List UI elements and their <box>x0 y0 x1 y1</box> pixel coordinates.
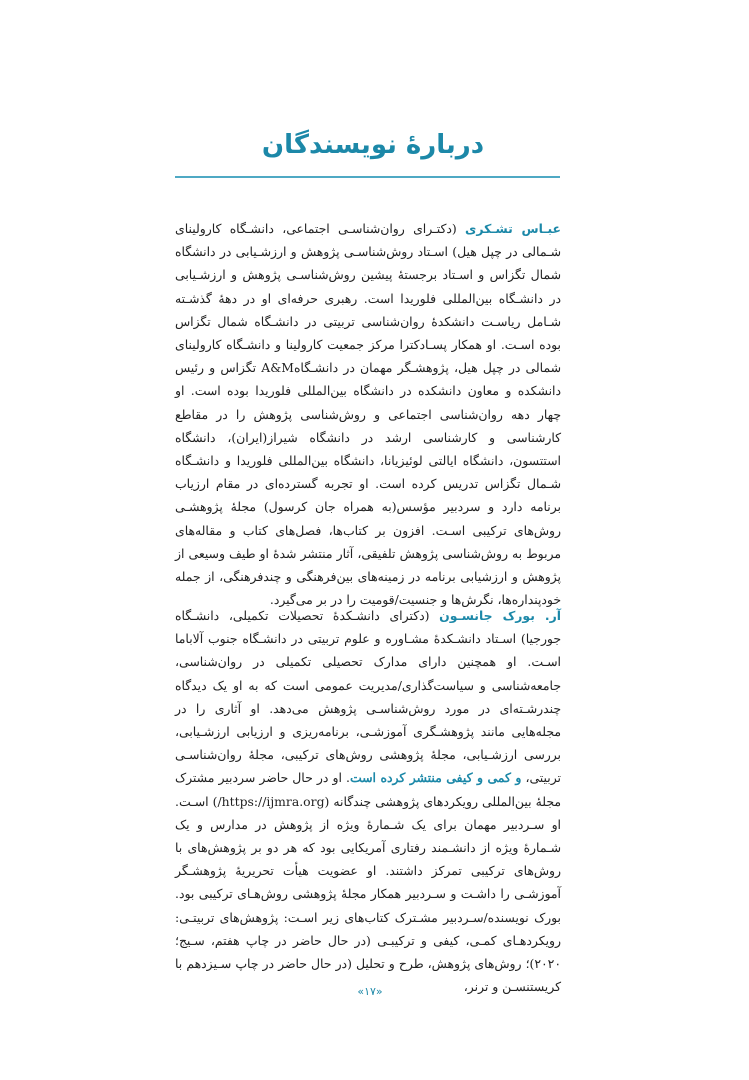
page-number: «۱۷» <box>357 985 383 998</box>
title-underline <box>175 176 560 178</box>
author-name: آر. بورک جانسـون <box>439 608 561 623</box>
author-bio-paragraph <box>175 217 561 611</box>
author-name: عبـاس تشـکری <box>465 221 562 236</box>
author-bio-text: (دکترای دانشـکدۀ تحصیلات تکمیلی، دانشـگاه جورجیا) اسـتاد دانشـکدۀ مشـاوره و علوم تربیتی در دانشـگاه جنوب آلاباما اسـت. او همچنین دارای مدارک تحصیلی تکمیلی در روان‌شناسی، جامعه‌شناسی و سیاست‌گذاری/مدیریت عمومی است که به او یک دیدگاه چندرشـته‌ای در مورد روش‌شناسـی پژوهش می‌دهد. او آثاری را در مجله‌هایی مانند پژوهشـگری آموزشـی، برنامه‌ریزی و ارزیابی ارزشـیابی، بررسی ارزشـیابی، مجلۀ پژوهشی روش‌های ترکیبی، مجلۀ روان‌شناسـی تربیتی، <box>175 608 561 786</box>
page-title: دربارۀ نویسندگان <box>261 130 485 160</box>
author-bio-text: (دکتـرای روان‌شناسـی اجتماعی، دانشـگاه کارولینای شـمالی در چپل هیل) اسـتاد روش‌شناسـی پژوهش و ارزشـیابی در دانشگاه شمال تگزاس و اسـتاد برجستۀ پیشین روش‌شناسـی پژوهش و ارزشـیابی در دانشـگاه بین‌المللی فلوریدا است. رهبری حرفه‌ای او در دهۀ گذشـته شـامل ریاسـت دانشکدۀ روان‌شناسی تربیتی در دانشـگاه شمال تگزاس بوده اسـت. او همکار پسـادکترا مرکز جمعیت کارولینا و دانشـگاه کارولینای شمالی در چپل هیل، پژوهشـگر مهمان در دانشـگاهA&M تگزاس و رئیس دانشکده و معاون دانشکده در دانشگاه بین‌المللی فلوریدا بوده است. او چهار دهه روان‌شناسی اجتماعی و روش‌شناسی پژوهش را در مقاطع کارشناسی و کارشناسی ارشد در دانشگاه شیراز(ایران)، دانشگاه استتسون، دانشگاه ایالتی لوئیزیانا، دانشگاه بین‌المللی فلوریدا و دانشـگاه شـمال تگزاس تدریس کرده است. او تجربه گسترده‌ای در مقام ارزیاب برنامه دارد و سردبیر مؤسس(به همراه جان کرسول) مجلۀ پژوهشـی روش‌های ترکیبی اسـت. افزون بر کتاب‌ها، فصل‌های کتاب و مقاله‌های مربوط به روش‌شناسی پژوهش تلفیقی، آثار منتشر شدۀ او طیف وسیعی از پژوهش و ارزشیابی برنامه در زمینه‌های بین‌فرهنگی و چندفرهنگی، از جمله خودپنداره‌ها، نگرش‌ها و جنسیت/قومیت را در بر می‌گیرد. <box>175 221 561 608</box>
author-bio-paragraph <box>175 604 561 998</box>
highlighted-text: و کمی و کیفی منتشر کرده است <box>349 770 522 786</box>
author-bio-text: . او در حال حاضر سردبیر مشترک مجلۀ بین‌المللی رویکردهای پژوهشی چندگانه (https://ijmra.org/) اسـت. او سـردبیر مهمان برای یک شـمارۀ ویژه از پژوهش در مدارس و یک شـمارۀ ویژه از دانشـمند رفتاری آمریکایی بود که هر دو بر پژوهش‌های با روش‌های ترکیبی تمرکز داشتند. او عضویت هیأت تحریریۀ پژوهشـگر آموزشـی را داشـت و سـردبیر همکار مجلۀ پژوهشی روش‌هـای ترکیبی بود. بورک نویسنده/سـردبیر مشـترک کتاب‌های زیر اسـت: پژوهش‌های تربیتـی: رویکردهـای کمـی، کیفی و ترکیبـی (در حال حاضر در چاپ هفتم، سـیج؛ ۲۰۲۰)؛ روش‌های پژوهش، طرح و تحلیل (در حال حاضر در چاپ سـیزدهم با کریستنسـن و ترنر، <box>175 770 561 995</box>
